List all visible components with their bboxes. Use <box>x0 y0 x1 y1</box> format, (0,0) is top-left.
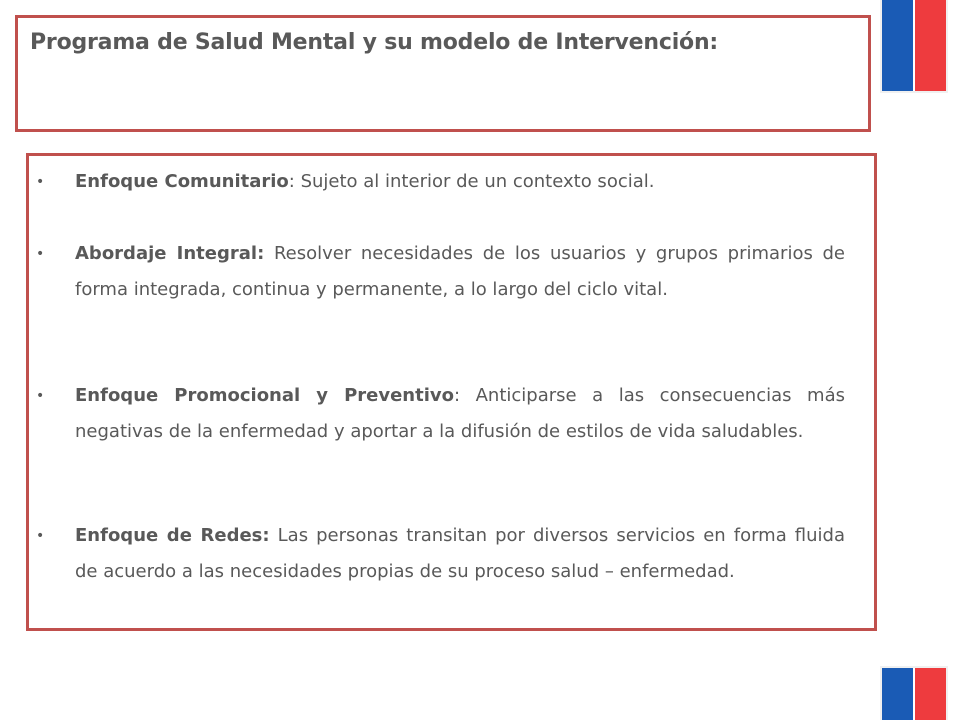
flag-blue-stripe <box>882 668 913 720</box>
flag-red-stripe <box>915 668 946 720</box>
title-frame <box>15 15 871 132</box>
bullet-dot-icon: • <box>36 174 45 190</box>
bullet-term: Enfoque Promocional y Preventivo <box>75 385 454 406</box>
bullet-term: Abordaje Integral: <box>75 243 265 264</box>
bullet-text: : Anticiparse a las consecuencias más negativas de la enfermedad y aportar a la difusión de estilos de vida saludables. <box>75 385 845 442</box>
flag-blue-stripe <box>882 0 913 91</box>
flag-red-stripe <box>915 0 946 91</box>
slide-title: Programa de Salud Mental y su modelo de Intervención: <box>30 30 719 55</box>
bullet-text: : Sujeto al interior de un contexto social. <box>288 171 655 192</box>
content-frame <box>26 153 877 631</box>
bullet-item-enfoque-comunitario <box>36 164 845 200</box>
bullet-dot-icon: • <box>36 246 45 262</box>
bullet-term: Enfoque de Redes: <box>75 525 270 546</box>
bullet-dot-icon: • <box>36 388 45 404</box>
bullet-dot-icon: • <box>36 528 45 544</box>
bullet-item-abordaje-integral <box>36 236 845 308</box>
bullet-text: Las personas transitan por diversos servicios en forma fluida de acuerdo a las necesidades propias de su proceso salud – enfermedad. <box>75 525 845 582</box>
flag-decoration-top <box>882 0 946 91</box>
bullet-item-enfoque-promocional <box>36 378 845 450</box>
bullet-item-enfoque-redes <box>36 518 845 590</box>
bullet-text: Resolver necesidades de los usuarios y grupos primarios de forma integrada, continua y permanente, a lo largo del ciclo vital. <box>75 243 845 300</box>
bullet-term: Enfoque Comunitario <box>75 171 289 192</box>
flag-decoration-bottom <box>882 668 946 720</box>
